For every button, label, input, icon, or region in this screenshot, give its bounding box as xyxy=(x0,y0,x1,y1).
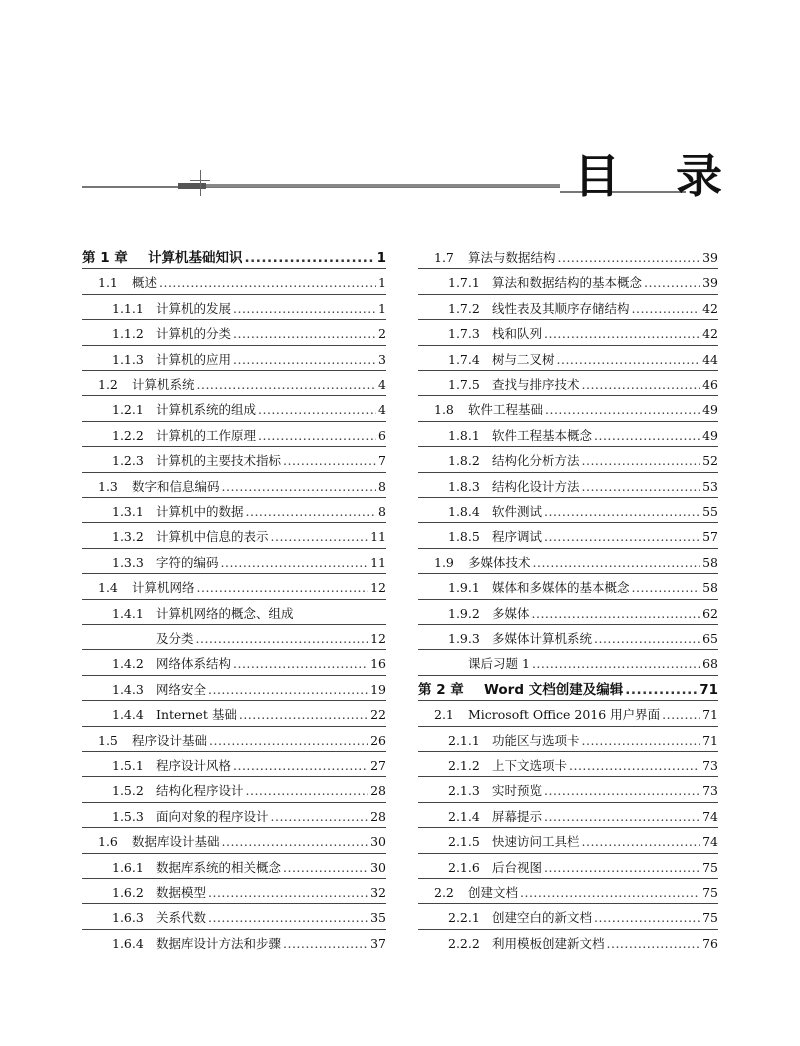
toc-entry-number: 2.2.1 xyxy=(448,910,480,926)
toc-dot-leader xyxy=(239,707,368,723)
toc-entry-page: 57 xyxy=(702,529,718,545)
toc-entry-number: 1.9 xyxy=(434,554,454,570)
toc-entry-page: 1 xyxy=(376,250,386,266)
toc-subsection-entry[interactable] xyxy=(418,910,718,926)
toc-dot-leader xyxy=(222,479,377,495)
toc-entry-title: 栈和队列 xyxy=(492,326,543,342)
toc-entry-title: Microsoft Office 2016 用户界面 xyxy=(468,707,661,723)
toc-dot-leader xyxy=(208,885,368,901)
toc-entry-number: 1.8.2 xyxy=(448,453,480,469)
toc-dot-leader xyxy=(544,860,700,876)
toc-dot-leader xyxy=(196,631,369,647)
toc-dot-leader xyxy=(233,758,368,774)
toc-dot-leader xyxy=(233,326,376,342)
toc-subsection-entry[interactable] xyxy=(418,428,718,444)
toc-dot-leader xyxy=(644,275,700,291)
toc-entry-page: 28 xyxy=(370,808,386,824)
toc-entry-number: 1.7.2 xyxy=(448,300,480,316)
toc-entry-page: 71 xyxy=(702,732,718,748)
toc-entry-title: 面向对象的程序设计 xyxy=(156,808,269,824)
toc-dot-leader xyxy=(271,809,369,825)
toc-entry-title: 程序调试 xyxy=(492,529,543,545)
toc-entry-page: 39 xyxy=(702,275,718,291)
toc-entry-page: 39 xyxy=(702,250,718,265)
toc-dot-leader xyxy=(222,834,369,850)
toc-entry-page: 3 xyxy=(378,351,386,367)
toc-subsection-entry[interactable] xyxy=(82,352,386,368)
toc-entry-page: 71 xyxy=(702,707,718,723)
toc-entry-title: 数据模型 xyxy=(156,885,207,900)
toc-entry-page: 30 xyxy=(370,859,386,875)
toc-section-entry[interactable] xyxy=(418,707,718,723)
toc-entry-title: 媒体和多媒体的基本概念 xyxy=(492,580,630,596)
toc-section-entry[interactable] xyxy=(82,733,386,749)
toc-entry-number: 2.1.2 xyxy=(448,758,480,773)
toc-entry-number: 1.5.1 xyxy=(112,758,144,773)
toc-entry-page: 7 xyxy=(378,453,386,469)
toc-entry-title: 软件工程基本概念 xyxy=(492,427,593,443)
toc-entry-title: 多媒体 xyxy=(492,605,530,621)
toc-section-entry[interactable] xyxy=(418,402,718,418)
toc-entry-page: 58 xyxy=(702,580,718,596)
toc-subsection-entry[interactable] xyxy=(418,275,718,291)
toc-entry-number: 1.9.2 xyxy=(448,605,480,621)
toc-entry-title: 数据库系统的相关概念 xyxy=(156,859,282,875)
toc-entry-number: 1.4.4 xyxy=(112,707,144,723)
toc-entry-title: Internet 基础 xyxy=(156,707,237,723)
toc-entry-page: 37 xyxy=(370,935,386,951)
toc-entry-title: 数据库设计基础 xyxy=(132,834,220,850)
toc-entry-title: 课后习题 1 xyxy=(468,656,530,672)
toc-entry-page: 75 xyxy=(702,885,718,900)
toc-entry-page: 55 xyxy=(702,504,718,519)
toc-entry-title: 计算机网络的概念、组成 xyxy=(156,605,294,621)
toc-dot-leader xyxy=(632,301,701,317)
toc-entry-number: 1.6.4 xyxy=(112,935,144,951)
toc-entry-title: 计算机中的数据 xyxy=(156,504,244,519)
toc-entry-page: 11 xyxy=(370,529,386,545)
toc-entry-number: 1.3.2 xyxy=(112,529,144,545)
toc-entry-number: 第 2 章 xyxy=(418,681,464,698)
toc-section-entry[interactable] xyxy=(418,555,718,571)
toc-entry-page: 35 xyxy=(370,910,386,926)
toc-entry-page: 2 xyxy=(378,326,386,342)
toc-entry-number: 1.2 xyxy=(98,377,118,392)
toc-subsection-entry[interactable] xyxy=(418,352,718,368)
toc-dot-leader xyxy=(594,910,700,926)
toc-dot-leader xyxy=(533,555,701,571)
header-crosshair-horizontal xyxy=(190,180,210,181)
toc-dot-leader xyxy=(283,860,368,876)
header-crosshair-vertical xyxy=(200,170,201,196)
toc-entry-title: 计算机基础知识 xyxy=(148,250,243,266)
toc-entry-number: 1.7 xyxy=(434,250,454,265)
toc-entry-title: 计算机系统的组成 xyxy=(156,402,257,418)
toc-dot-leader xyxy=(258,402,376,418)
toc-entry-title: 多媒体技术 xyxy=(468,554,531,570)
toc-dot-leader xyxy=(569,758,700,774)
toc-entry-number: 1.1 xyxy=(98,275,118,291)
toc-dot-leader xyxy=(233,301,376,317)
toc-entry-title: 上下文选项卡 xyxy=(492,758,568,773)
toc-entry-page: 11 xyxy=(370,554,386,570)
toc-entry-page: 4 xyxy=(378,402,386,418)
toc-dot-leader xyxy=(607,936,701,952)
toc-subsection-entry[interactable] xyxy=(418,860,718,876)
toc-entry-page: 73 xyxy=(702,783,718,799)
toc-dot-leader xyxy=(246,504,377,520)
toc-entry-number: 1.6.2 xyxy=(112,885,144,900)
toc-entry-number: 1.3 xyxy=(98,478,118,494)
toc-entry-page: 53 xyxy=(702,478,718,494)
toc-subsection-entry[interactable] xyxy=(82,783,386,799)
toc-entry-title: 计算机的主要技术指标 xyxy=(156,453,282,469)
toc-subsection-entry[interactable] xyxy=(82,631,386,647)
toc-entry-page: 73 xyxy=(702,758,718,773)
toc-section-entry[interactable] xyxy=(418,885,718,901)
toc-entry-title: 计算机的分类 xyxy=(156,326,232,342)
toc-dot-leader xyxy=(544,809,700,825)
toc-dot-leader xyxy=(283,453,376,469)
toc-subsection-entry[interactable] xyxy=(82,936,386,952)
toc-entry-page: 42 xyxy=(702,326,718,342)
toc-entry-number: 1.3.3 xyxy=(112,554,144,570)
toc-dot-leader xyxy=(197,580,369,596)
toc-entry-title: 算法与数据结构 xyxy=(468,250,556,265)
toc-dot-leader xyxy=(159,275,376,291)
toc-entry-title: 结构化程序设计 xyxy=(156,783,244,799)
toc-entry-title: 数据库设计方法和步骤 xyxy=(156,935,282,951)
toc-entry-title: 树与二叉树 xyxy=(492,351,555,367)
toc-section-entry[interactable] xyxy=(418,250,718,266)
toc-dot-leader xyxy=(208,682,368,698)
toc-dot-leader xyxy=(582,834,701,850)
toc-entry-page: 52 xyxy=(702,453,718,469)
toc-entry-page: 8 xyxy=(378,478,386,494)
toc-section-entry[interactable] xyxy=(82,377,386,393)
toc-subsection-entry[interactable] xyxy=(82,504,386,520)
toc-entry-number: 1.8.4 xyxy=(448,504,480,519)
toc-dot-leader xyxy=(246,783,369,799)
toc-subsection-entry[interactable] xyxy=(82,758,386,774)
toc-entry-page: 19 xyxy=(370,681,386,697)
toc-entry-title: 字符的编码 xyxy=(156,554,219,570)
toc-entry-title: 利用模板创建新文档 xyxy=(492,935,605,951)
toc-entry-number: 1.8.3 xyxy=(448,478,480,494)
toc-dot-leader xyxy=(283,936,368,952)
toc-dot-leader xyxy=(594,631,700,647)
toc-entry-title: 实时预览 xyxy=(492,783,543,799)
toc-entry-title: Word 文档创建及编辑 xyxy=(484,681,624,698)
toc-entry-page: 6 xyxy=(378,427,386,443)
toc-dot-leader xyxy=(557,352,701,368)
toc-subsection-entry[interactable] xyxy=(82,555,386,571)
toc-entry-page: 75 xyxy=(702,859,718,875)
toc-entry-title: 网络体系结构 xyxy=(156,656,232,672)
toc-dot-leader xyxy=(558,250,701,266)
toc-entry-title: 计算机系统 xyxy=(132,377,195,392)
toc-subsection-entry[interactable] xyxy=(418,479,718,495)
toc-section-entry[interactable] xyxy=(82,580,386,596)
toc-entry-page: 49 xyxy=(702,427,718,443)
toc-entry-number: 2.2 xyxy=(434,885,454,900)
toc-entry-page: 65 xyxy=(702,631,718,646)
toc-subsection-entry[interactable] xyxy=(418,631,718,647)
toc-entry-title: 算法和数据结构的基本概念 xyxy=(492,275,643,291)
toc-subsection-entry[interactable] xyxy=(82,809,386,825)
toc-entry-number: 2.2.2 xyxy=(448,935,480,951)
toc-subsection-entry[interactable] xyxy=(82,606,386,622)
toc-dot-leader xyxy=(245,250,375,266)
toc-dot-leader xyxy=(582,453,701,469)
toc-dot-leader xyxy=(532,606,701,622)
toc-entry-number: 1.2.1 xyxy=(112,402,144,418)
toc-entry-page: 44 xyxy=(702,351,718,367)
toc-entry-title: 网络安全 xyxy=(156,681,207,697)
toc-dot-leader xyxy=(221,555,369,571)
toc-entry-page: 16 xyxy=(370,656,386,672)
toc-entry-number: 2.1 xyxy=(434,707,454,723)
toc-subsection-entry[interactable] xyxy=(418,529,718,545)
toc-entry-title: 后台视图 xyxy=(492,859,543,875)
toc-dot-leader xyxy=(582,377,701,393)
toc-entry-number: 1.5 xyxy=(98,732,118,748)
toc-entry-title: 计算机网络 xyxy=(132,580,195,596)
toc-entry-number: 2.1.3 xyxy=(448,783,480,799)
toc-dot-leader xyxy=(544,326,700,342)
toc-subsection-entry[interactable] xyxy=(82,301,386,317)
toc-entry-title: 计算机的工作原理 xyxy=(156,427,257,443)
toc-chapter-entry[interactable] xyxy=(82,250,386,266)
toc-entry-page: 8 xyxy=(378,504,386,519)
toc-entry-number: 1.5.3 xyxy=(112,808,144,824)
toc-entry-title: 计算机的发展 xyxy=(156,300,232,316)
toc-entry-number: 2.1.5 xyxy=(448,834,480,850)
toc-entry-number: 1.8.5 xyxy=(448,529,480,545)
toc-entry-title: 创建文档 xyxy=(468,885,519,900)
toc-entry-page: 74 xyxy=(702,808,718,824)
toc-dot-leader xyxy=(233,352,376,368)
toc-entry-number: 2.1.6 xyxy=(448,859,480,875)
toc-entry-page: 71 xyxy=(699,681,718,698)
toc-entry-title: 创建空白的新文档 xyxy=(492,910,593,926)
toc-dot-leader xyxy=(209,733,368,749)
toc-dot-leader xyxy=(197,377,377,393)
toc-dot-leader xyxy=(233,656,368,672)
toc-entry-page: 76 xyxy=(702,935,718,951)
toc-entry-number: 1.2.2 xyxy=(112,427,144,443)
toc-entry-page: 12 xyxy=(370,580,386,596)
toc-entry-number: 1.7.3 xyxy=(448,326,480,342)
toc-entry-title: 程序设计基础 xyxy=(132,732,208,748)
toc-entry-title: 多媒体计算机系统 xyxy=(492,631,593,646)
toc-entry-page: 49 xyxy=(702,402,718,418)
toc-entry-number: 第 1 章 xyxy=(82,250,128,266)
toc-dot-leader xyxy=(632,580,701,596)
toc-entry-number: 1.4.2 xyxy=(112,656,144,672)
toc-dot-leader xyxy=(532,656,700,672)
toc-entry-title: 软件测试 xyxy=(492,504,543,519)
toc-subsection-entry[interactable] xyxy=(418,809,718,825)
toc-entry-number: 1.1.3 xyxy=(112,351,144,367)
toc-subsection-entry[interactable] xyxy=(82,529,386,545)
toc-subsection-entry[interactable] xyxy=(82,682,386,698)
toc-entry-title: 软件工程基础 xyxy=(468,402,544,418)
toc-entry-number: 1.9.1 xyxy=(448,580,480,596)
toc-subsection-entry[interactable] xyxy=(418,377,718,393)
toc-entry-number: 1.4 xyxy=(98,580,118,596)
toc-dot-leader xyxy=(520,885,700,901)
toc-dot-leader xyxy=(625,682,697,698)
header-rule-band xyxy=(206,184,560,187)
toc-subsection-entry[interactable] xyxy=(418,758,718,774)
toc-subsection-entry[interactable] xyxy=(82,453,386,469)
toc-subsection-entry[interactable] xyxy=(82,885,386,901)
toc-entry-number: 1.7.4 xyxy=(448,351,480,367)
toc-subsection-entry[interactable] xyxy=(418,504,718,520)
toc-chapter-entry[interactable] xyxy=(418,682,718,698)
toc-entry-title: 计算机中信息的表示 xyxy=(156,529,269,545)
toc-entry-number: 1.3.1 xyxy=(112,504,144,519)
toc-entry-page: 1 xyxy=(378,300,386,316)
toc-entry-page: 27 xyxy=(370,758,386,773)
toc-section-entry[interactable] xyxy=(82,834,386,850)
toc-entry-page: 46 xyxy=(702,377,718,392)
toc-dot-leader xyxy=(258,428,376,444)
toc-entry-page: 62 xyxy=(702,605,718,621)
toc-entry-page: 74 xyxy=(702,834,718,850)
toc-entry-page: 4 xyxy=(378,377,386,392)
toc-entry-title: 概述 xyxy=(132,275,158,291)
toc-dot-leader xyxy=(545,402,700,418)
toc-entry-number: 2.1.4 xyxy=(448,808,480,824)
toc-entry-number: 2.1.1 xyxy=(448,732,480,748)
toc-entry-title: 结构化设计方法 xyxy=(492,478,580,494)
header-rule-accent xyxy=(178,183,206,189)
toc-entry-title: 程序设计风格 xyxy=(156,758,232,773)
toc-subsection-entry[interactable] xyxy=(82,428,386,444)
toc-subsection-entry[interactable] xyxy=(418,453,718,469)
toc-entry-number: 1.8 xyxy=(434,402,454,418)
toc-entry-number: 1.4.1 xyxy=(112,605,144,621)
toc-entry-number: 1.5.2 xyxy=(112,783,144,799)
toc-subsection-entry[interactable] xyxy=(418,936,718,952)
toc-entry-title: 关系代数 xyxy=(156,910,207,926)
toc-subsection-entry[interactable] xyxy=(82,402,386,418)
toc-subsection-entry[interactable] xyxy=(418,606,718,622)
toc-entry-page: 1 xyxy=(378,275,386,291)
toc-subsection-entry[interactable] xyxy=(418,733,718,749)
toc-subsection-entry[interactable] xyxy=(82,326,386,342)
toc-entry-title: 线性表及其顺序存储结构 xyxy=(492,300,630,316)
toc-entry-page: 42 xyxy=(702,300,718,316)
toc-entry-page: 12 xyxy=(370,631,386,646)
toc-section-entry[interactable] xyxy=(418,656,718,672)
toc-subsection-entry[interactable] xyxy=(418,580,718,596)
toc-dot-leader xyxy=(594,428,700,444)
toc-subsection-entry[interactable] xyxy=(418,326,718,342)
toc-dot-leader xyxy=(582,733,701,749)
toc-subsection-entry[interactable] xyxy=(82,860,386,876)
toc-subsection-entry[interactable] xyxy=(418,834,718,850)
toc-entry-title: 查找与排序技术 xyxy=(492,377,580,392)
toc-entry-page: 75 xyxy=(702,910,718,926)
toc-entry-page: 68 xyxy=(702,656,718,672)
toc-subsection-entry[interactable] xyxy=(418,301,718,317)
toc-subsection-entry[interactable] xyxy=(82,656,386,672)
toc-entry-number: 1.6.1 xyxy=(112,859,144,875)
toc-dot-leader xyxy=(208,910,368,926)
toc-subsection-entry[interactable] xyxy=(418,783,718,799)
toc-entry-title: 功能区与选项卡 xyxy=(492,732,580,748)
toc-entry-number: 1.9.3 xyxy=(448,631,480,646)
toc-entry-title: 结构化分析方法 xyxy=(492,453,580,469)
toc-section-entry[interactable] xyxy=(82,479,386,495)
toc-entry-title: 计算机的应用 xyxy=(156,351,232,367)
page-title: 目 录 xyxy=(574,149,743,203)
toc-entry-number: 1.6 xyxy=(98,834,118,850)
toc-entry-page: 32 xyxy=(370,885,386,900)
toc-entry-number: 1.6.3 xyxy=(112,910,144,926)
toc-entry-number: 1.7.1 xyxy=(448,275,480,291)
toc-dot-leader xyxy=(582,479,701,495)
toc-entry-number: 1.1.1 xyxy=(112,300,144,316)
toc-entry-page: 58 xyxy=(702,554,718,570)
toc-entry-number: 1.2.3 xyxy=(112,453,144,469)
toc-entry-title: 屏幕提示 xyxy=(492,808,543,824)
toc-entry-title: 快速访问工具栏 xyxy=(492,834,580,850)
toc-entry-number: 1.4.3 xyxy=(112,681,144,697)
toc-subsection-entry[interactable] xyxy=(82,910,386,926)
toc-entry-page: 30 xyxy=(370,834,386,850)
toc-entry-title: 及分类 xyxy=(156,631,194,646)
toc-dot-leader xyxy=(544,783,700,799)
toc-entry-title: 数字和信息编码 xyxy=(132,478,220,494)
toc-entry-number: 1.1.2 xyxy=(112,326,144,342)
toc-dot-leader xyxy=(662,707,700,723)
toc-entry-page: 28 xyxy=(370,783,386,799)
toc-dot-leader xyxy=(544,504,700,520)
toc-dot-leader xyxy=(544,529,700,545)
toc-entry-page: 26 xyxy=(370,732,386,748)
toc-subsection-entry[interactable] xyxy=(82,707,386,723)
toc-dot-leader xyxy=(271,529,369,545)
toc-entry-number: 1.8.1 xyxy=(448,427,480,443)
toc-entry-page: 22 xyxy=(370,707,386,723)
toc-section-entry[interactable] xyxy=(82,275,386,291)
toc-entry-number: 1.7.5 xyxy=(448,377,480,392)
